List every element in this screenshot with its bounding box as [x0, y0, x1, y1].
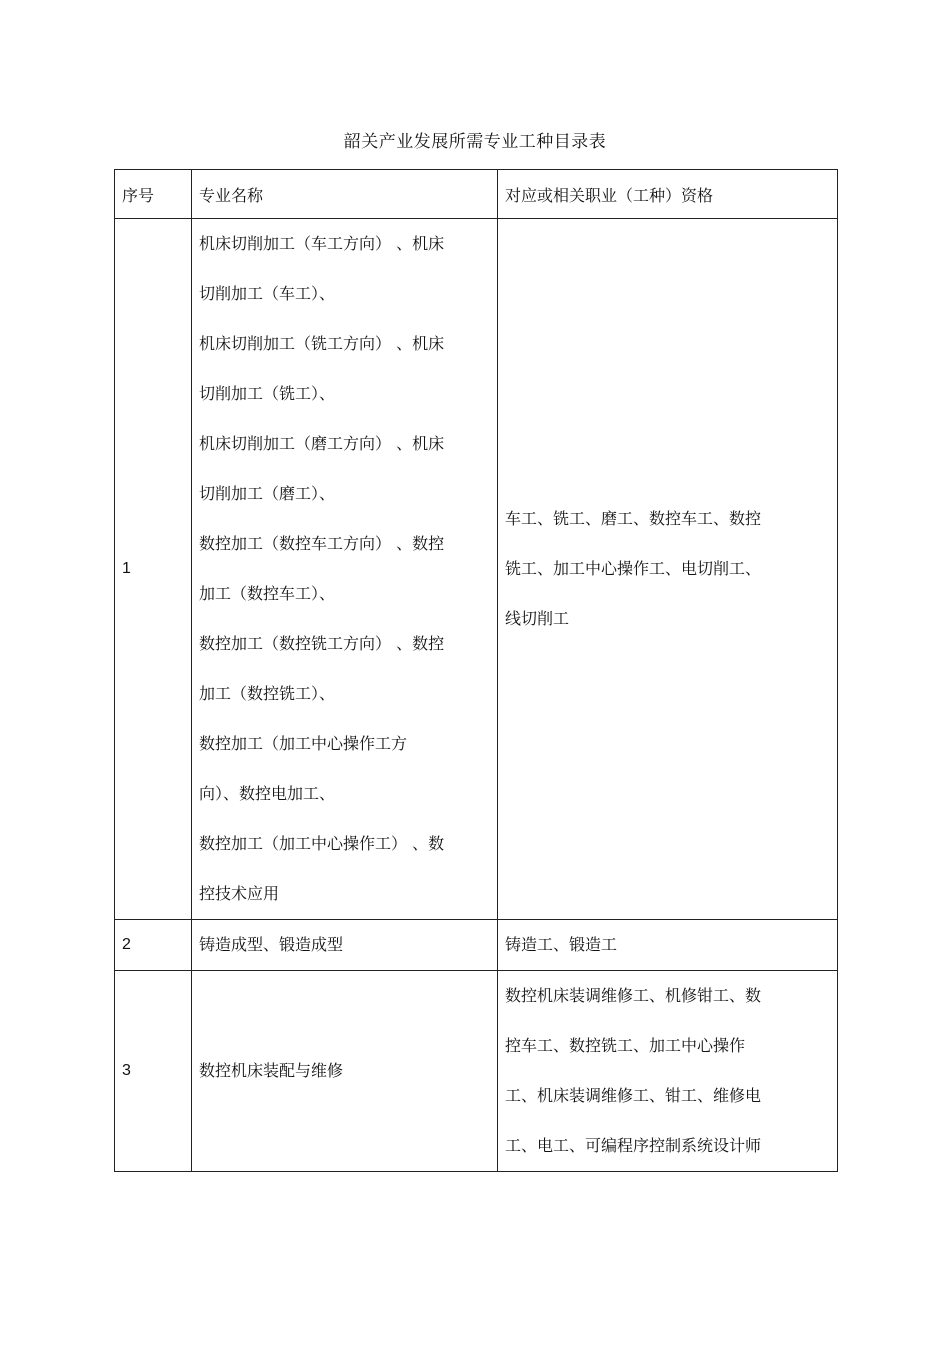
- major-name-cell: [192, 971, 498, 1172]
- major-name-line: 数控加工（加工中心操作工方: [199, 734, 408, 753]
- table-header-row: [115, 170, 838, 219]
- header-cell-number: 序号: [115, 170, 192, 219]
- qualification-line: 数控机床装调维修工、机修钳工、数: [505, 986, 762, 1005]
- qualification-line: 工、机床装调维修工、钳工、维修电: [505, 1086, 762, 1105]
- table-row: [115, 219, 838, 920]
- qualification-line: 线切削工: [505, 609, 570, 628]
- qualification-cell: [498, 920, 838, 971]
- table-row: [115, 971, 838, 1172]
- major-name-line: 切削加工（车工）、: [199, 284, 336, 303]
- major-name-line: 机床切削加工（铣工方向） 、机床: [199, 334, 445, 353]
- header-cell-qualification: 对应或相关职业（工种）资格: [498, 170, 838, 219]
- major-name-line: 切削加工（磨工）、: [199, 484, 336, 503]
- qualification-cell: [498, 219, 838, 920]
- qualification-line: 车工、铣工、磨工、数控车工、数控: [505, 509, 762, 528]
- major-name-line: 控技术应用: [199, 884, 280, 903]
- major-name-cell: [192, 920, 498, 971]
- catalog-table: [114, 169, 838, 1172]
- qualification-cell: [498, 971, 838, 1172]
- major-name-line: 数控加工（数控铣工方向） 、数控: [199, 634, 445, 653]
- major-name-cell: [192, 219, 498, 920]
- major-name-line: 数控机床装配与维修: [199, 1061, 344, 1080]
- row-number-cell: 3: [115, 971, 192, 1172]
- qualification-line: 铣工、加工中心操作工、电切削工、: [505, 559, 762, 578]
- qualification-line: 工、电工、可编程序控制系统设计师: [505, 1136, 762, 1155]
- major-name-line: 向）、数控电加工、: [199, 784, 336, 803]
- major-name-line: 机床切削加工（车工方向） 、机床: [199, 234, 445, 253]
- major-name-line: 数控加工（加工中心操作工） 、数: [199, 834, 445, 853]
- major-name-line: 机床切削加工（磨工方向） 、机床: [199, 434, 445, 453]
- table-row: [115, 920, 838, 971]
- major-name-line: 数控加工（数控车工方向） 、数控: [199, 534, 445, 553]
- page-title: 韶关产业发展所需专业工种目录表: [343, 132, 607, 152]
- row-number-cell: 2: [115, 920, 192, 971]
- major-name-line: 铸造成型、锻造成型: [199, 935, 344, 954]
- qualification-line: 铸造工、锻造工: [505, 935, 618, 954]
- row-number-cell: 1: [115, 219, 192, 920]
- major-name-line: 加工（数控车工）、: [199, 584, 336, 603]
- major-name-line: 切削加工（铣工）、: [199, 384, 336, 403]
- qualification-line: 控车工、数控铣工、加工中心操作: [505, 1036, 746, 1055]
- major-name-line: 加工（数控铣工）、: [199, 684, 336, 703]
- header-cell-major-name: 专业名称: [192, 170, 498, 219]
